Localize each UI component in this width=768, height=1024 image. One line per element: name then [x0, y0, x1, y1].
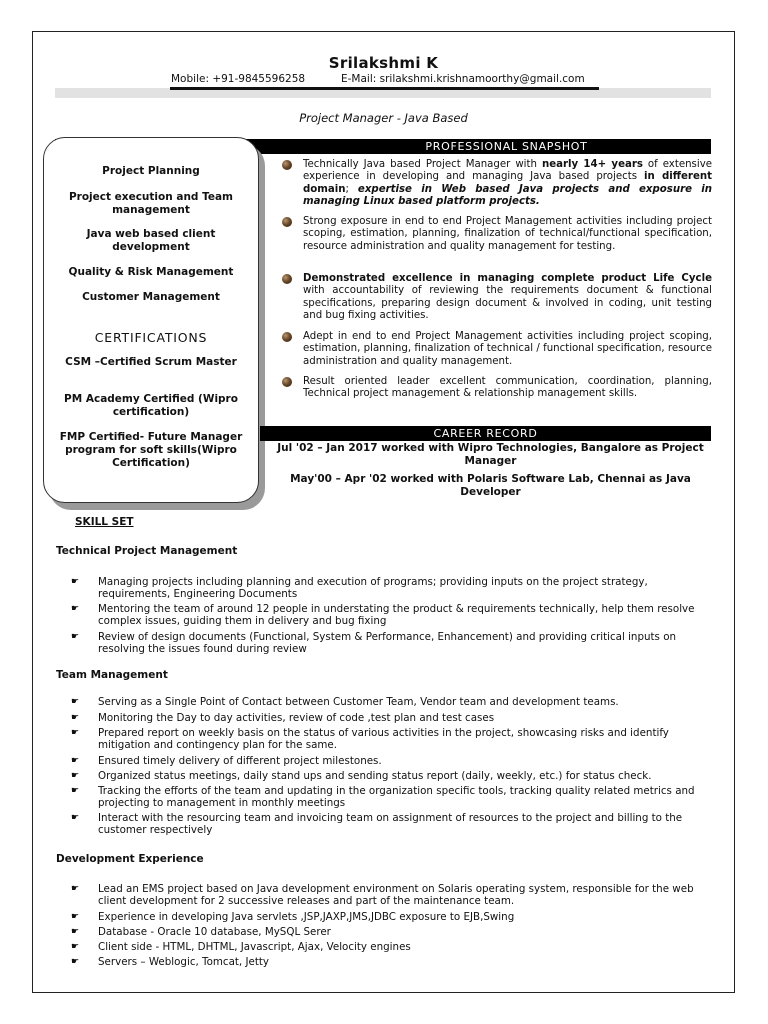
- list-item: ☛ Monitoring the Day to day activities, review of code ,test plan and test cases: [71, 712, 495, 724]
- list-item: ☛ Ensured timely delivery of different project milestones.: [71, 755, 382, 767]
- list-item: ☛ Managing projects including planning and execution of programs; providing inputs on the project strategy, requirements, Engineering Documents: [71, 576, 648, 601]
- sidebar-item: Customer Management: [82, 291, 220, 303]
- sidebar-box: [43, 137, 259, 503]
- pointing-hand-icon: ☛: [71, 604, 80, 614]
- snapshot-item: Demonstrated excellence in managing complete product Life Cycle with accountability of reviewing the requirements document & functional specifications, preparing design document & involved in coding, unit testing and bug fixing activities.: [282, 273, 712, 322]
- pointing-hand-icon: ☛: [71, 786, 80, 796]
- header-dark-rule: [170, 87, 599, 90]
- list-item: ☛ Lead an EMS project based on Java development environment on Solaris operating system, responsible for the web client development for 2 successive releases and part of the maintenance team.: [71, 883, 694, 908]
- pointing-hand-icon: ☛: [71, 632, 80, 642]
- list-item: ☛ Interact with the resourcing team and invoicing team on assignment of resources to the project and billing to the customer respectively: [71, 812, 683, 837]
- pointing-hand-icon: ☛: [71, 957, 80, 967]
- list-item: ☛ Tracking the efforts of the team and updating in the organization specific tools, tracking quality related metrics and projecting to management in monthly meetings: [71, 785, 695, 810]
- pointing-hand-icon: ☛: [71, 942, 80, 952]
- mobile: Mobile: +91-9845596258: [171, 73, 306, 85]
- pointing-hand-icon: ☛: [71, 728, 80, 738]
- pointing-hand-icon: ☛: [71, 927, 80, 937]
- resume-page: [32, 31, 735, 993]
- list-item: ☛ Experience in developing Java servlets ,JSP,JAXP,JMS,JDBC exposure to EJB,Swing: [71, 911, 515, 923]
- skill-set-heading: SKILL SET: [75, 516, 134, 528]
- email: E-Mail: srilakshmi.krishnamoorthy@gmail.com: [341, 73, 585, 85]
- list-item: ☛ Servers – Weblogic, Tomcat, Jetty: [71, 956, 270, 968]
- list-item: ☛ Database - Oracle 10 database, MySQL Serer: [71, 926, 331, 938]
- sphere-bullet-icon: [282, 332, 292, 342]
- section-heading: Development Experience: [56, 853, 204, 865]
- pointing-hand-icon: ☛: [71, 813, 80, 823]
- career-band: [260, 426, 711, 441]
- list-item: ☛ Client side - HTML, DHTML, Javascript, Ajax, Velocity engines: [71, 941, 411, 953]
- certification-item: FMP Certified- Future Manager program for soft skills(Wipro Certification): [59, 431, 243, 469]
- sidebar-item: Quality & Risk Management: [68, 266, 234, 278]
- section-heading: Team Management: [56, 669, 168, 681]
- sphere-bullet-icon: [282, 274, 292, 284]
- job-title: Project Manager - Java Based: [299, 111, 468, 125]
- pointing-hand-icon: ☛: [71, 771, 80, 781]
- sidebar-item: Java web based client development: [86, 228, 216, 253]
- sidebar-item: Project Planning: [102, 165, 200, 177]
- pointing-hand-icon: ☛: [71, 756, 80, 766]
- snapshot-item: Adept in end to end Project Management activities including project scoping, estimation, planning, finalization of technical / functional specification, resource administration and quality management.: [282, 331, 712, 368]
- sphere-bullet-icon: [282, 217, 292, 227]
- certification-item: PM Academy Certified (Wipro certification): [64, 393, 238, 418]
- snapshot-heading: PROFESSIONAL SNAPSHOT: [425, 140, 588, 153]
- snapshot-item: Result oriented leader excellent communication, coordination, planning, Technical project management & relationship management skills.: [282, 376, 712, 401]
- pointing-hand-icon: ☛: [71, 713, 80, 723]
- pointing-hand-icon: ☛: [71, 577, 80, 587]
- career-entry: Jul '02 – Jan 2017 worked with Wipro Technologies, Bangalore as Project Manager: [277, 442, 704, 467]
- pointing-hand-icon: ☛: [71, 912, 80, 922]
- list-item: ☛ Organized status meetings, daily stand ups and sending status report (daily, weekly, etc.) for status check.: [71, 770, 652, 782]
- certification-item: CSM –Certified Scrum Master: [65, 356, 237, 368]
- snapshot-item: Strong exposure in end to end Project Management activities including project scoping, estimation, planning, finalization of technical/functional specification, resource administration and quality management for testing.: [282, 216, 712, 253]
- snapshot-item: Technically Java based Project Manager with nearly 14+ years of extensive experience in developing and managing Java based projects in different domain; expertise in Web based Java projects and exposure in managing Linux based platform projects.: [282, 159, 712, 208]
- sphere-bullet-icon: [282, 377, 292, 387]
- list-item: ☛ Prepared report on weekly basis on the status of various activities in the project, showcasing risks and identify mitigation and contingency plan for the same.: [71, 727, 669, 752]
- list-item: ☛ Review of design documents (Functional, System & Performance, Enhancement) and providing critical inputs on resolving the issues found during review: [71, 631, 677, 656]
- career-entry: May'00 – Apr '02 worked with Polaris Software Lab, Chennai as Java Developer: [290, 473, 691, 498]
- candidate-name: Srilakshmi K: [328, 54, 439, 72]
- career-heading: CAREER RECORD: [433, 427, 538, 440]
- certifications-heading: CERTIFICATIONS: [94, 330, 208, 345]
- sphere-bullet-icon: [282, 160, 292, 170]
- sidebar-item: Project execution and Team management: [68, 191, 234, 216]
- list-item: ☛ Serving as a Single Point of Contact between Customer Team, Vendor team and development teams.: [71, 696, 619, 708]
- section-heading: Technical Project Management: [56, 545, 238, 557]
- list-item: ☛ Mentoring the team of around 12 people in understating the product & requirements technically, help them resolve complex issues, guiding them in delivery and bug fixing: [71, 603, 695, 628]
- contact-line: [171, 73, 585, 85]
- pointing-hand-icon: ☛: [71, 884, 80, 894]
- pointing-hand-icon: ☛: [71, 697, 80, 707]
